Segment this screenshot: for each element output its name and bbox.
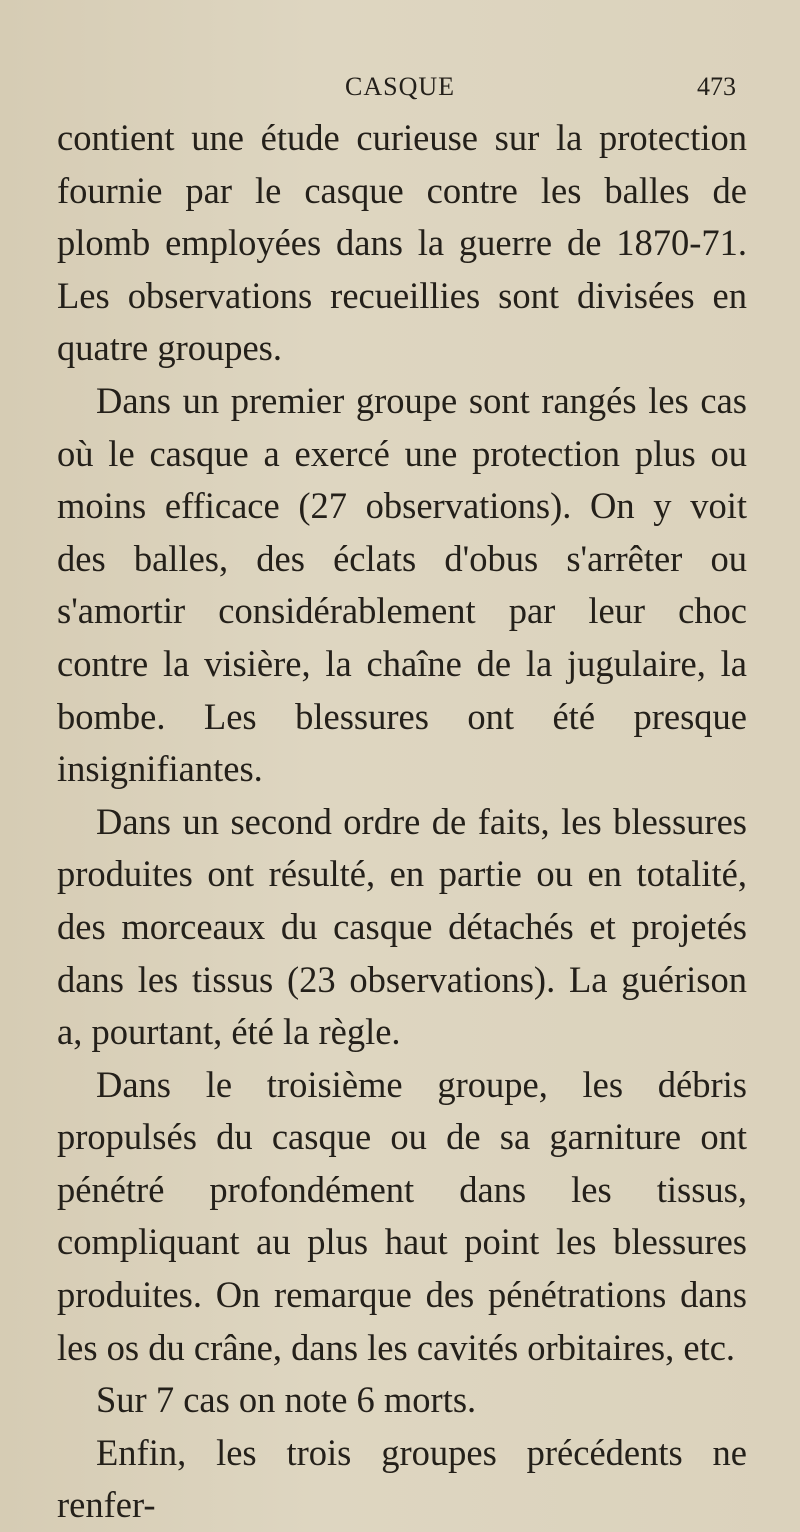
paragraph-5: Sur 7 cas on note 6 morts.: [96, 1379, 477, 1421]
running-title: CASQUE: [344, 72, 455, 101]
paragraph-3: Dans un second ordre de faits, les blessures produites ont résulté, en partie ou en totalité, des morceaux du casque détachés et projetés dans les tissus (23 observations). La guérison a, pourtant, été la règle.: [57, 800, 747, 1053]
paragraph-1: contient une étude curieuse sur la protection fournie par le casque contre les balles de plomb employées dans la guerre de 1870-71. Les observations recueillies sont divisées en quatre groupes.: [57, 117, 747, 369]
page-header: [0, 66, 800, 102]
page-number: 473: [697, 72, 736, 101]
body-text: [57, 112, 747, 1532]
paragraph-2: Dans un premier groupe sont rangés les cas où le casque a exercé une protection plus ou moins efficace (27 observations). On y voit des balles, des éclats d'obus s'arrêter ou s'amortir considérablement par leur choc contre la visière, la chaîne de la jugulaire, la bombe. Les blessures ont été presque insignifiantes.: [57, 379, 747, 790]
paragraph-4: Dans le troisième groupe, les débris propulsés du casque ou de sa garniture ont pénétré profondément dans les tissus, compliquant au plus haut point les blessures produites. On remarque des pénétrations dans les os du crâne, dans les cavités orbitaires, etc.: [57, 1063, 747, 1368]
paragraph-6: Enfin, les trois groupes précédents ne renfer-: [57, 1431, 747, 1526]
